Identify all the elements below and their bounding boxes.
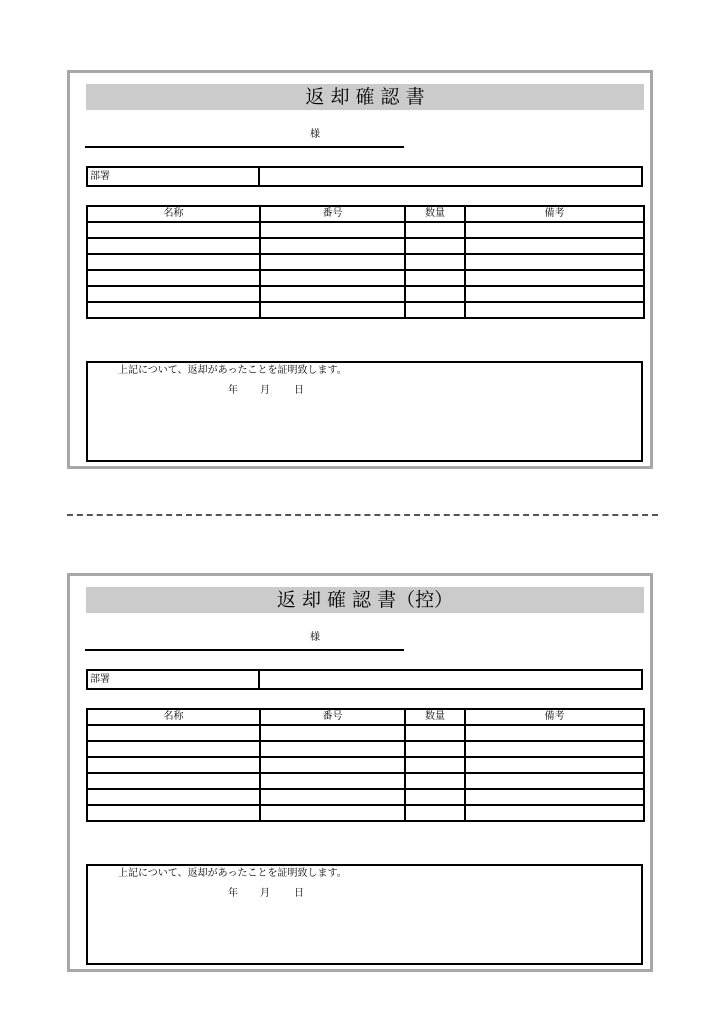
column-header-quantity: 数量 (405, 709, 465, 725)
table-row (87, 238, 644, 254)
column-header-number: 番号 (260, 206, 405, 222)
form-title-text: 返 却 確 認 書 (305, 86, 425, 108)
recipient-suffix: 様 (310, 632, 320, 643)
column-header-quantity: 数量 (405, 206, 465, 222)
item-remarks-cell[interactable] (465, 270, 644, 286)
certification-statement: 上記について、返却があったことを証明致します。 (118, 365, 347, 376)
item-number-cell[interactable] (260, 741, 405, 757)
table-row (87, 222, 644, 238)
item-remarks-cell[interactable] (465, 302, 644, 318)
item-number-cell[interactable] (260, 270, 405, 286)
item-quantity-cell[interactable] (405, 789, 465, 805)
item-remarks-cell[interactable] (465, 741, 644, 757)
item-name-cell[interactable] (87, 254, 260, 270)
column-header-remarks: 備考 (465, 709, 644, 725)
item-name-cell[interactable] (87, 302, 260, 318)
date-day-label: 日 (294, 385, 304, 396)
date-year-label: 年 (228, 888, 238, 899)
item-number-cell[interactable] (260, 773, 405, 789)
item-remarks-cell[interactable] (465, 805, 644, 821)
item-quantity-cell[interactable] (405, 254, 465, 270)
item-number-cell[interactable] (260, 789, 405, 805)
department-field[interactable] (260, 671, 641, 688)
item-name-cell[interactable] (87, 805, 260, 821)
table-row (87, 805, 644, 821)
item-quantity-cell[interactable] (405, 805, 465, 821)
item-remarks-cell[interactable] (465, 286, 644, 302)
date-day-label: 日 (294, 888, 304, 899)
item-number-cell[interactable] (260, 222, 405, 238)
item-number-cell[interactable] (260, 254, 405, 270)
item-quantity-cell[interactable] (405, 773, 465, 789)
table-row (87, 725, 644, 741)
department-label: 部署 (88, 168, 260, 185)
item-quantity-cell[interactable] (405, 222, 465, 238)
item-name-cell[interactable] (87, 773, 260, 789)
return-confirmation-form (67, 70, 653, 469)
certification-box (86, 864, 643, 965)
form-title-text: 返 却 確 認 書（控） (276, 589, 454, 611)
table-row (87, 286, 644, 302)
return-confirmation-form-copy (67, 573, 653, 972)
items-table (86, 708, 645, 822)
item-number-cell[interactable] (260, 805, 405, 821)
item-name-cell[interactable] (87, 222, 260, 238)
table-row (87, 741, 644, 757)
item-remarks-cell[interactable] (465, 725, 644, 741)
item-number-cell[interactable] (260, 302, 405, 318)
table-row (87, 757, 644, 773)
cut-line (67, 514, 658, 516)
item-name-cell[interactable] (87, 757, 260, 773)
recipient-name-line[interactable] (85, 649, 404, 651)
certification-box (86, 361, 643, 462)
item-name-cell[interactable] (87, 741, 260, 757)
department-field[interactable] (260, 168, 641, 185)
item-quantity-cell[interactable] (405, 270, 465, 286)
item-quantity-cell[interactable] (405, 302, 465, 318)
item-remarks-cell[interactable] (465, 789, 644, 805)
item-name-cell[interactable] (87, 789, 260, 805)
item-name-cell[interactable] (87, 725, 260, 741)
item-quantity-cell[interactable] (405, 757, 465, 773)
department-label: 部署 (88, 671, 260, 688)
item-remarks-cell[interactable] (465, 222, 644, 238)
item-name-cell[interactable] (87, 238, 260, 254)
table-row (87, 254, 644, 270)
date-year-label: 年 (228, 385, 238, 396)
column-header-number: 番号 (260, 709, 405, 725)
table-row (87, 773, 644, 789)
recipient-name-line[interactable] (85, 146, 404, 148)
table-row (87, 302, 644, 318)
item-number-cell[interactable] (260, 757, 405, 773)
item-remarks-cell[interactable] (465, 773, 644, 789)
item-remarks-cell[interactable] (465, 254, 644, 270)
table-header-row (87, 709, 644, 725)
column-header-remarks: 備考 (465, 206, 644, 222)
certification-statement: 上記について、返却があったことを証明致します。 (118, 868, 347, 879)
item-quantity-cell[interactable] (405, 741, 465, 757)
items-table (86, 205, 645, 319)
item-number-cell[interactable] (260, 238, 405, 254)
item-remarks-cell[interactable] (465, 238, 644, 254)
item-name-cell[interactable] (87, 270, 260, 286)
item-name-cell[interactable] (87, 286, 260, 302)
item-number-cell[interactable] (260, 286, 405, 302)
recipient-suffix: 様 (310, 129, 320, 140)
form-title (86, 84, 644, 110)
table-row (87, 270, 644, 286)
column-header-name: 名称 (87, 206, 260, 222)
table-row (87, 789, 644, 805)
department-row (86, 166, 643, 187)
form-title (86, 587, 644, 613)
item-number-cell[interactable] (260, 725, 405, 741)
column-header-name: 名称 (87, 709, 260, 725)
item-quantity-cell[interactable] (405, 725, 465, 741)
item-remarks-cell[interactable] (465, 757, 644, 773)
item-quantity-cell[interactable] (405, 238, 465, 254)
department-row (86, 669, 643, 690)
date-month-label: 月 (260, 385, 270, 396)
table-header-row (87, 206, 644, 222)
date-month-label: 月 (260, 888, 270, 899)
item-quantity-cell[interactable] (405, 286, 465, 302)
